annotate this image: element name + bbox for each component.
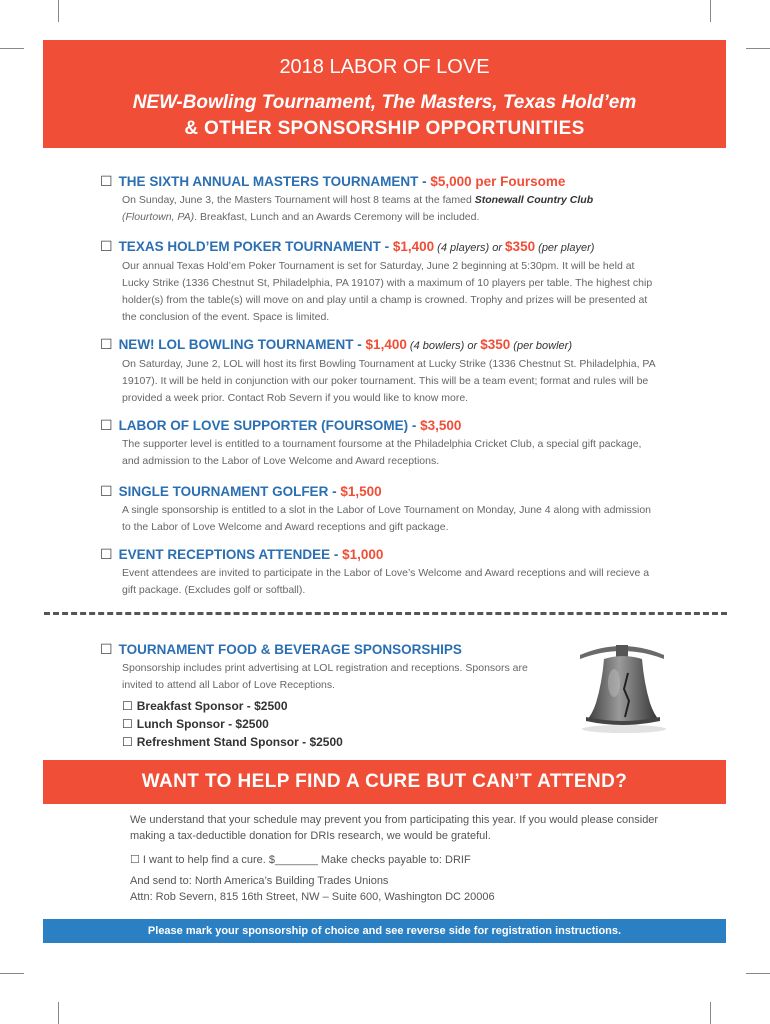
checkbox[interactable]: ☐ [122,699,133,713]
checkbox[interactable]: ☐ [122,717,133,731]
liberty-bell-icon [572,633,672,733]
header-line-2: NEW-Bowling Tournament, The Masters, Texas Hold’em [132,92,637,113]
checkbox[interactable]: ☐ [100,336,113,352]
crop-mark [746,973,770,974]
option-description: Sponsorship includes print advertising at LOL registration and receptions. Sponsors are invited to attend all Labor of Love Receptions. [122,662,528,691]
price: $5,000 per Foursome [430,174,566,189]
checkbox[interactable]: ☐ [100,417,113,433]
refreshment-stand-option[interactable]: ☐ Refreshment Stand Sponsor - $2500 [122,735,343,749]
option-description: A single sponsorship is entitled to a slot in the Labor of Love Tournament on Monday, June 4 along with admission to the Labor of Love Welcome and Award receptions and gift package. [122,504,652,533]
lunch-sponsor-option[interactable]: ☐ Lunch Sponsor - $2500 [122,717,269,731]
donation-banner: WANT TO HELP FIND A CURE BUT CAN’T ATTEND? [43,760,726,804]
option-title: ☐ THE SIXTH ANNUAL MASTERS TOURNAMENT - $5,000 per Foursome [100,173,566,189]
option-title: ☐ EVENT RECEPTIONS ATTENDEE - $1,000 [100,546,384,562]
donation-text: We understand that your schedule may prevent you from participating this year. If you would please consider making a tax-deductible donation for DRIs research, we would be grateful. [130,814,659,842]
checkbox[interactable]: ☐ [100,546,113,562]
checkbox[interactable]: ☐ [100,173,113,189]
option-description: On Saturday, June 2, LOL will host its first Bowling Tournament at Lucky Strike (1336 Chestnut St. Philadelphia, PA 19107). It will be held in conjunction with our poker tournament. This will be a team event; format and rules will be provided a week prior. Contact Rob Severn if you would like to know more. [122,358,656,404]
dashed-divider [44,612,727,615]
option-description: Event attendees are invited to participate in the Labor of Love’s Welcome and Award receptions and will recieve a gift package. (Excludes golf or softball). [122,567,650,596]
header-banner [43,40,726,148]
option-description: On Sunday, June 3, the Masters Tournament will host 8 teams at the famed Stonewall Country Club (Flourtown, PA). Breakfast, Lunch and an Awards Ceremony will be included. [122,194,594,223]
price: $1,000 [342,547,384,562]
price: $3,500 [420,418,462,433]
price: $350 [505,239,536,254]
crop-mark [58,1002,59,1024]
option-poker-tournament [100,237,660,326]
crop-mark [710,1002,711,1024]
price: $1,400 [392,239,435,254]
crop-mark [746,48,770,49]
option-masters-tournament [100,172,660,226]
option-description: The supporter level is entitled to a tournament foursome at the Philadelphia Cricket Club, a special gift package, and admission to the Labor of Love Welcome and Award receptions. [122,438,642,467]
price: $350 [480,337,511,352]
crop-mark [710,0,711,22]
option-receptions-attendee [100,545,660,599]
checkbox[interactable]: ☐ [100,238,113,254]
option-title: ☐ SINGLE TOURNAMENT GOLFER - $1,500 [100,483,382,499]
option-title: ☐ TOURNAMENT FOOD & BEVERAGE SPONSORSHIPS [100,641,462,657]
option-food-beverage [100,640,540,694]
option-description: Our annual Texas Hold’em Poker Tournament is set for Saturday, June 2 beginning at 5:30pm. It will be held at Lucky Strike (1336 Chestnut St, Philadelphia, PA 19107) with a maximum of 10 players per table. The highest chip holder(s) from the table(s) will move on and play until a champ is crowned. Trophy and prizes will be presented at the conclusion of the event. Space is limited. [122,260,653,323]
price: $1,400 [365,337,407,352]
checkbox[interactable]: ☐ [122,735,133,749]
header-line-3: & OTHER SPONSORSHIP OPPORTUNITIES [184,118,585,139]
price: $1,500 [340,484,382,499]
option-title: ☐ TEXAS HOLD’EM POKER TOURNAMENT - $1,400 (4 players) or $350 (per player) [100,238,595,254]
crop-mark [0,973,24,974]
donation-checkbox-line[interactable]: ☐ I want to help find a cure. $_______ Make checks payable to: DRIF [130,854,471,866]
checkbox[interactable]: ☐ [100,641,113,657]
checkbox[interactable]: ☐ [100,483,113,499]
crop-mark [58,0,59,22]
crop-mark [0,48,24,49]
option-bowling-tournament [100,335,660,407]
footer-instructions: Please mark your sponsorship of choice and see reverse side for registration instructions. [43,919,726,943]
option-title: ☐ NEW! LOL BOWLING TOURNAMENT - $1,400 (4 bowlers) or $350 (per bowler) [100,336,572,352]
breakfast-sponsor-option[interactable]: ☐ Breakfast Sponsor - $2500 [122,699,288,713]
option-title: ☐ LABOR OF LOVE SUPPORTER (FOURSOME) - $3,500 [100,417,462,433]
food-beverage-options [122,697,343,751]
option-supporter-foursome [100,416,660,470]
header-line-1: 2018 LABOR OF LOVE [279,56,490,78]
address-line: Attn: Rob Severn, 815 16th Street, NW – Suite 600, Washington DC 20006 [130,891,495,903]
send-to-line: And send to: North America’s Building Trades Unions [130,875,389,887]
option-single-golfer [100,482,660,536]
